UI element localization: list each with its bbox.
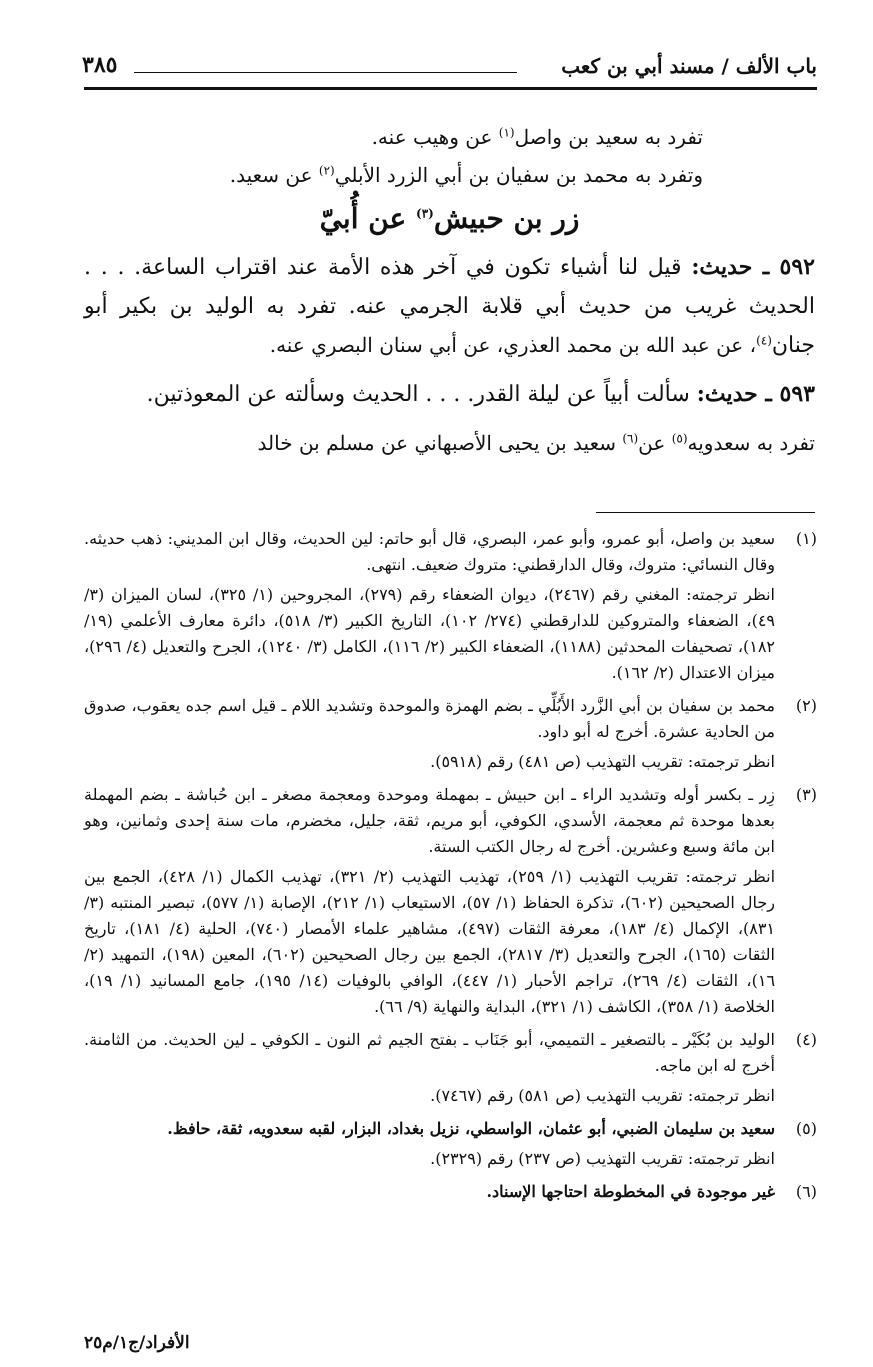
hadith-label: ٥٩٢ ـ حديث: xyxy=(691,254,815,280)
footnote-3 xyxy=(84,782,817,1024)
print-signature: الأفراد/ج١/م٢٥ xyxy=(84,1333,190,1353)
body-line: تفرد به سعيد بن واصل$^{(١)}$ عن وهيب عنه. xyxy=(371,125,703,149)
footnote-number: (٣) xyxy=(795,785,817,804)
footnote-ref: (٢) xyxy=(318,163,335,178)
footnote-ref: (٤) xyxy=(756,333,772,348)
header-dashes xyxy=(134,72,517,73)
chapter-title: باب الألف / مسند أبي بن كعب xyxy=(561,54,817,78)
footnote-ref: (١) xyxy=(498,125,515,140)
body-line: تفرد به سعدويه$^{(٥)}$ عن$^{(٦)}$ سعيد بن يحيى الأصبهاني عن مسلم بن خالد xyxy=(257,431,815,455)
footnote-4 xyxy=(84,1027,817,1113)
body-line: وتفرد به محمد بن سفيان بن أبي الزرد الأبلي$^{(٢)}$ عن سعيد. xyxy=(229,163,703,187)
footnote-number: (٢) xyxy=(795,696,817,715)
footnote-sources: انظر ترجمته: تقريب التهذيب (ص ٢٣٧) رقم (٢٣٢٩). xyxy=(430,1149,775,1168)
footnote-1 xyxy=(84,526,817,690)
footnote-text: غير موجودة في المخطوطة احتاجها الإسناد. xyxy=(486,1182,775,1201)
page-number: ٣٨٥ xyxy=(82,52,118,78)
footnote-5 xyxy=(84,1116,817,1176)
footnote-text: زِر ـ بكسر أوله وتشديد الراء ـ ابن حبيش ـ بمهملة وموحدة ومعجمة مصغر ـ ابن حُباشة ـ بضم المهملة بعدها موحدة ثم معجمة، الأسدي، الكوفي، أبو مريم، ثقة، جليل، مخضرم، مات سنة إحدى وثمانين، وهو ابن مائة وسبع وعشرين. أخرج له رجال الكتب الستة. xyxy=(84,785,775,856)
footnote-text: سعيد بن واصل، أبو عمرو، وأبو عمر، البصري، قال أبو حاتم: لين الحديث، وقال ابن المديني: ذهب حديثه. وقال النسائي: متروك، وقال الدارقطني: متروك ضعيف. انتهى. xyxy=(84,529,775,574)
footnote-ref: (٥) xyxy=(671,431,688,446)
footnote-separator xyxy=(596,512,815,513)
footnote-ref: (٦) xyxy=(622,431,639,446)
footnote-text: الوليد بن بُكَيْر ـ بالتصغير ـ التميمي، أبو جَنَاب ـ بفتح الجيم ثم النون ـ الكوفي ـ لين الحديث. من الثامنة. أخرج له ابن ماجه. xyxy=(84,1030,776,1075)
footnote-number: (٦) xyxy=(795,1182,817,1201)
section-heading: زر بن حبيش$^{(٣)}$ عن أُبيّ xyxy=(319,202,580,235)
footnote-text: سعيد بن سليمان الضبي، أبو عثمان، الواسطي، نزيل بغداد، البزار، لقبه سعدويه، ثقة، حافظ. xyxy=(167,1119,775,1138)
header-rule xyxy=(84,87,817,90)
footnotes xyxy=(84,526,817,1212)
footnote-2 xyxy=(84,693,817,779)
footnote-number: (٥) xyxy=(795,1119,817,1138)
footnote-sources: انظر ترجمته: المغني رقم (٢٤٦٧)، ديوان الضعفاء رقم (٢٧٩)، المجروحين (١/ ٣٢٥)، لسان الميزان (٣/ ٤٩)، الضعفاء والمتروكين للدارقطني (٢٧٤/ ١٠٢)، التاريخ الكبير (٣/ ٥١٨)، دائرة معارف الأعلمي (١٩/ ١٨٢)، تصحيفات المحدثين (١١٨٨)، الضعفاء الكبير (٢/ ١١٦)، الكامل (٣/ ١٢٤٠)، الجرح والتعديل (٤/ ٢٩٦)، ميزان الاعتدال (٢/ ١٦٢). xyxy=(84,585,776,682)
footnote-sources: انظر ترجمته: تقريب التهذيب (ص ٤٨١) رقم (٥٩١٨). xyxy=(430,752,775,771)
footnote-sources: انظر ترجمته: تقريب التهذيب (١/ ٢٥٩)، تهذيب التهذيب (٢/ ٣٢١)، تهذيب الكمال (١/ ٤٢٨)، الجمع بين رجال الصحيحين (٦٠٢)، تذكرة الحفاظ (١/ ٥٧)، الاستيعاب (١/ ٢١٢)، الإصابة (١/ ٥٧٧)، تبصير المنتبه (٣/ ٨٣١)، الإكمال (٤/ ١٨٣)، معرفة الثقات (٤٩٧)، مشاهير علماء الأمصار (٧٤٠)، الحلية (٤/ ١٨١)، تاريخ الثقات (١٦٥)، الجرح والتعديل (٣/ ٢٨١٧)، الجمع بين رجال الصحيحين (٦٠٢)، المعين (١٩٨)، التمهيد (٢/ ١٦)، الثقات (٤/ ٢٦٩)، تراجم الأحبار (١/ ٤٤٧)، الوافي بالوفيات (١٤/ ١٩٥)، جامع المسانيد (١/ ١٩)، الخلاصة (١/ ٣٥٨)، الكاشف (١/ ٣٢١)، البداية والنهاية (٩/ ٦٦). xyxy=(84,867,776,1016)
footnote-ref: (٣) xyxy=(416,206,434,221)
hadith-593: ٥٩٣ ـ حديث: سألت أبياً عن ليلة القدر. . . . الحديث وسألته عن المعوذتين. xyxy=(146,381,815,407)
footnote-text: محمد بن سفيان بن أبي الزَّرد الأَبُلِّي ـ بضم الهمزة والموحدة وتشديد اللام ـ قيل اسم جده يعقوب، صدوق من الحادية عشرة. أخرج له أبو داود. xyxy=(84,696,775,741)
footnote-6 xyxy=(84,1179,817,1209)
footnote-number: (١) xyxy=(795,529,817,548)
hadith-592: ٥٩٢ ـ حديث: قيل لنا أشياء تكون في آخر هذه الأمة عند اقتراب الساعة. . . . الحديث غريب من حديث أبي قلابة الجرمي عنه. تفرد به الوليد بن بكير أبو جنان$^{(٤)}$، عن عبد الله بن محمد العذري، عن أبي سنان البصري عنه. xyxy=(84,254,815,358)
hadith-label: ٥٩٣ ـ حديث: xyxy=(696,381,815,407)
footnote-number: (٤) xyxy=(795,1030,817,1049)
running-header xyxy=(82,50,817,84)
footnote-sources: انظر ترجمته: تقريب التهذيب (ص ٥٨١) رقم (٧٤٦٧). xyxy=(430,1086,775,1105)
main-text xyxy=(84,118,815,462)
